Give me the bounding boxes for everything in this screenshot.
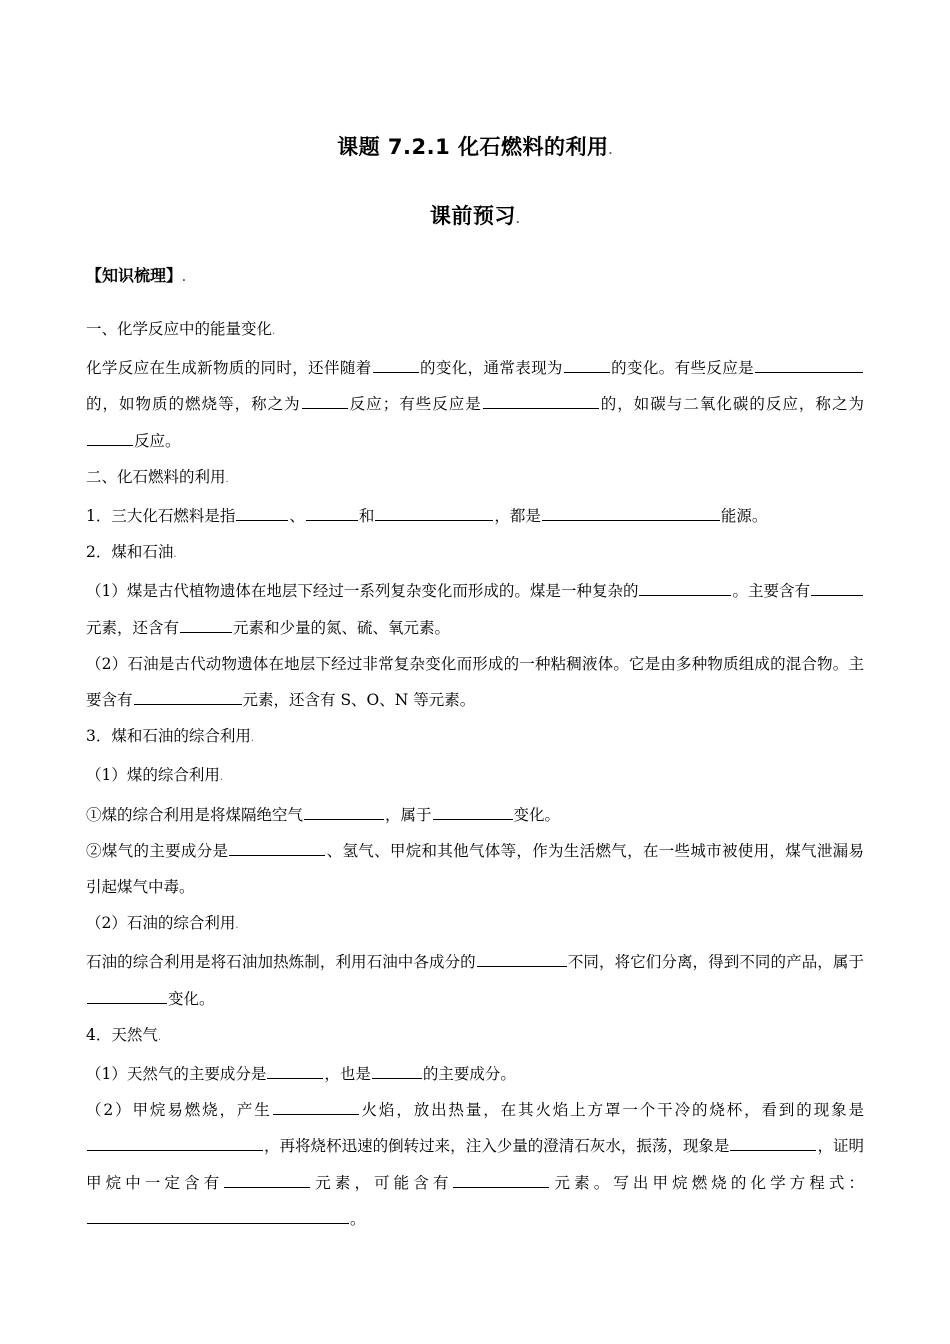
item-1: 1．三大化石燃料是指 、 和 ，都是 能源。 [86,498,864,534]
heading-fossil-fuels: 二、化石燃料的利用. [86,467,229,486]
blank[interactable] [273,1098,359,1115]
blank[interactable] [224,1170,310,1187]
blank[interactable] [477,950,567,967]
page-title: 课题 7.2.1 化石燃料的利用. [337,135,613,159]
item-4: 4．天然气. [86,1025,162,1044]
coal-use-a: ①煤的综合利用是将煤隔绝空气 ，属于 变化。 [86,797,864,833]
blank[interactable] [483,392,599,409]
blank[interactable] [134,688,242,705]
sub-heading-coal-use: （1）煤的综合利用. [86,766,224,785]
natural-gas-b: （2）甲烷易燃烧，产生 火焰，放出热量，在其火焰上方罩一个干冷的烧杯，看到的现象是，再将烧杯迅速的倒转过来，注入少量的澄清石灰水，振荡，现象是 ，证明甲烷中一定含有 元素，可能含有 元素。写出甲烷燃烧的化学方程式：。 [86,1092,864,1237]
coal-use-b: ②煤气的主要成分是 、氢气、甲烷和其他气体等，作为生活燃气，在一些城市被使用，煤气泄漏易引起煤气中毒。 [86,833,864,905]
blank[interactable] [236,504,288,521]
blank[interactable] [373,356,419,373]
item-2: 2．煤和石油. [86,543,177,562]
blank[interactable] [542,504,720,521]
blank[interactable] [639,579,731,596]
paragraph-oil: （2）石油是古代动物遗体在地层下经过非常复杂变化而形成的一种粘稠液体。它是由多种物质组成的混合物。主要含有 元素，还含有 S、O、N 等元素。 [86,654,864,710]
blank[interactable] [180,615,232,632]
blank[interactable] [730,1134,816,1151]
oil-use: 石油的综合利用是将石油加热炼制，利用石油中各成分的 不同，将它们分离，得到不同的产品，属于变化。 [86,944,864,1016]
paragraph-energy: 化学反应在生成新物质的同时，还伴随着 的变化，通常表现为 的变化。有些反应是的，如物质的燃烧等，称之为 反应；有些反应是 的，如碳与二氧化碳的反应，称之为反应。 [86,350,864,459]
blank[interactable] [564,356,610,373]
blank[interactable] [87,1207,349,1224]
blank[interactable] [87,986,167,1003]
blank[interactable] [755,356,863,373]
blank[interactable] [267,1062,323,1079]
blank[interactable] [87,428,133,445]
blank[interactable] [375,504,493,521]
document-body [86,311,864,1237]
blank[interactable] [811,579,863,596]
natural-gas-a: （1）天然气的主要成分是 ，也是 的主要成分。 [86,1056,864,1092]
paragraph-coal: （1）煤是古代植物遗体在地层下经过一系列复杂变化而形成的。煤是一种复杂的 。主要含有元素，还含有 元素和少量的氮、硫、氧元素。 [86,573,864,645]
blank[interactable] [433,802,513,819]
blank[interactable] [372,1062,422,1079]
page-subtitle: 课前预习. [429,204,521,228]
blank[interactable] [229,839,325,856]
heading-energy: 一、化学反应中的能量变化. [86,320,276,338]
blank[interactable] [453,1170,549,1187]
sub-heading-oil-use: （2）石油的综合利用. [86,914,239,933]
blank[interactable] [306,504,358,521]
blank[interactable] [302,392,348,409]
blank[interactable] [87,1134,263,1151]
blank[interactable] [304,802,384,819]
item-3: 3．煤和石油的综合利用. [86,727,255,746]
section-heading: 【知识梳理】. [86,266,186,285]
